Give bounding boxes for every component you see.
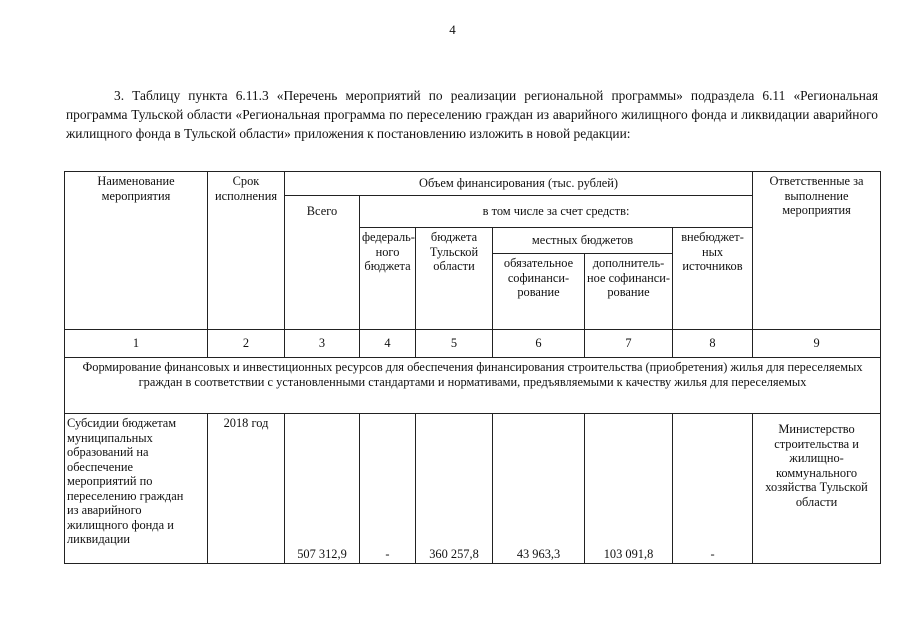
- column-number: 1: [65, 330, 208, 358]
- header-total: Всего: [285, 196, 360, 330]
- activity-name-line: мероприятий по: [67, 474, 153, 488]
- column-number: 2: [208, 330, 285, 358]
- activity-name-line: переселению граждан: [67, 488, 184, 503]
- value-extrabudgetary: -: [673, 414, 753, 564]
- value-federal: -: [360, 414, 416, 564]
- section-title: Формирование финансовых и инвестиционных ресурсов для обеспечения финансирования строительства (приобретения) жилья для переселяемых граждан в соответствии с установленными стандартами и нормативами, предъявляемыми к качеству жилья для переселяемых: [65, 358, 881, 414]
- header-extrabudgetary: внебюджет-ных источников: [673, 228, 753, 330]
- column-number: 9: [753, 330, 881, 358]
- value-local-additional: 103 091,8: [585, 414, 673, 564]
- activity-term: 2018 год: [208, 414, 285, 564]
- value-regional: 360 257,8: [416, 414, 493, 564]
- header-name: Наименование мероприятия: [65, 172, 208, 330]
- header-local-additional: дополнитель-ное софинанси-рование: [585, 254, 673, 330]
- responsible-body: Министерство строительства и жилищно-коммунального хозяйства Тульской области: [753, 414, 881, 564]
- activity-name-line: обеспечение: [67, 459, 133, 474]
- intro-paragraph: 3. Таблицу пункта 6.11.3 «Перечень мероприятий по реализации региональной программы» подраздела 6.11 «Региональная программа Тульской области «Региональная программа по переселению граждан из аварийного жилищного фонда и ликвидации аварийного жилищного фонда в Тульской области» приложения к постановлению изложить в новой редакции:: [66, 88, 878, 141]
- activity-name-line: жилищного фонда и: [67, 517, 174, 532]
- header-regional: бюджета Тульской области: [416, 228, 493, 330]
- table-row: [65, 414, 881, 564]
- activity-name-line: муниципальных: [67, 430, 153, 445]
- value-total: 507 312,9: [285, 414, 360, 564]
- column-number: 6: [493, 330, 585, 358]
- activity-name-line: ликвидации: [67, 532, 131, 546]
- column-number: 8: [673, 330, 753, 358]
- activity-name-line: Субсидии бюджетам: [67, 416, 177, 430]
- column-numbers-row: [65, 330, 881, 358]
- column-number: 7: [585, 330, 673, 358]
- header-including: в том числе за счет средств:: [360, 196, 753, 228]
- section-row: [65, 358, 881, 414]
- header-funding: Объем финансирования (тыс. рублей): [285, 172, 753, 196]
- page-number: 4: [449, 22, 456, 37]
- activity-name-line: образований на: [67, 445, 149, 459]
- column-number: 5: [416, 330, 493, 358]
- value-local-mandatory: 43 963,3: [493, 414, 585, 564]
- header-federal: федераль-ного бюджета: [360, 228, 416, 330]
- header-local: местных бюджетов: [493, 228, 673, 254]
- column-number: 4: [360, 330, 416, 358]
- column-number: 3: [285, 330, 360, 358]
- funding-table: [64, 171, 881, 564]
- header-responsible: Ответственные за выполнение мероприятия: [753, 172, 881, 330]
- activity-name: [65, 414, 208, 564]
- header-local-mandatory: обязательное софинанси-рование: [493, 254, 585, 330]
- header-row-1: [65, 172, 881, 196]
- activity-name-line: из аварийного: [67, 503, 142, 517]
- header-term: Срок исполнения: [208, 172, 285, 330]
